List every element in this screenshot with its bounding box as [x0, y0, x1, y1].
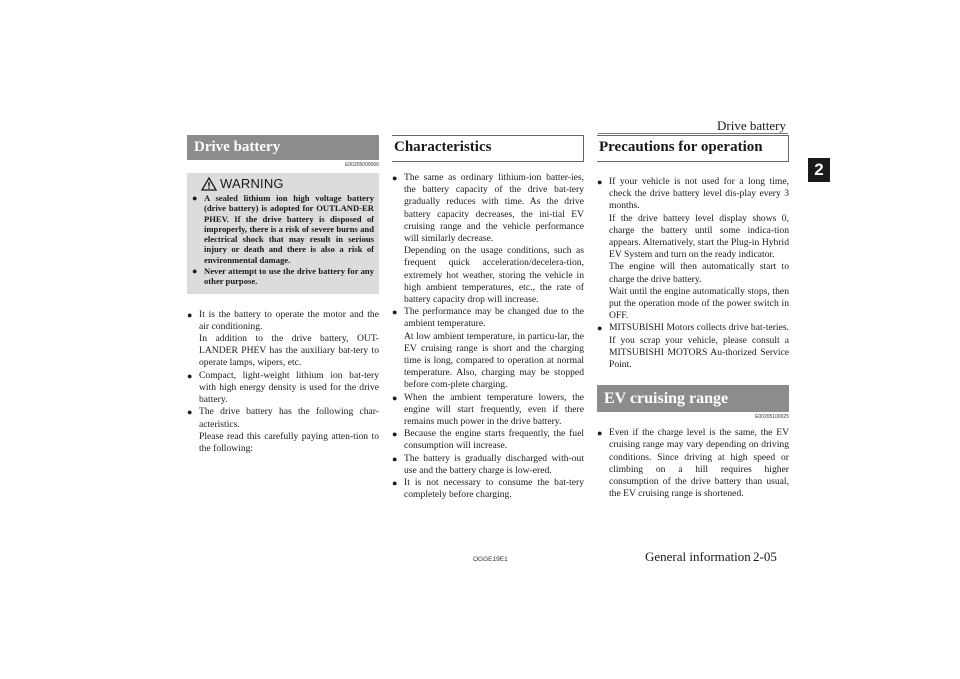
paragraph: Even if the charge level is the same, the EV cruising range may vary depending on driving conditions. Since driving at high speed or climbing on a hill requires higher consumption of the drive battery than usual, the EV cruising range is shortened.	[609, 427, 789, 500]
bullet-icon: ●	[597, 323, 603, 334]
paragraph: At low ambient temperature, in particu-lar, the EV cruising range is short and the charging time is long, compared to operation at normal temperature. Also, charging may be stopped before com-plete charging.	[404, 330, 584, 391]
warning-header	[192, 175, 374, 192]
paragraph: The engine will then automatically start to charge the drive battery.	[609, 261, 789, 285]
list-item	[187, 370, 379, 407]
bullet-icon: ●	[597, 428, 603, 439]
bullet-icon: ●	[392, 453, 398, 464]
column-drive-battery	[187, 135, 379, 455]
warning-item	[192, 266, 374, 287]
column-characteristics	[392, 135, 584, 501]
section-heading-precautions: Precautions for operation	[597, 135, 789, 162]
bullet-icon: ●	[187, 407, 193, 418]
list-item	[392, 453, 584, 477]
list-item	[392, 306, 584, 391]
page-number: 2-05	[753, 549, 777, 564]
warning-triangle-icon	[201, 177, 217, 191]
paragraph: The drive battery has the following char-acteristics.	[199, 406, 379, 430]
list-item	[392, 477, 584, 501]
bullet-list	[187, 309, 379, 455]
list-item	[597, 427, 789, 500]
list-item	[597, 322, 789, 371]
paragraph: If the drive battery level display shows 0, charge the battery until some indica-tion appears. Alternatively, start the Plug-in Hybrid EV System and turn on the ready indicator.	[609, 212, 789, 261]
paragraph: The same as ordinary lithium-ion batter-ies, the battery capacity of the drive bat-tery gradually reduces with time. As the drive battery capacity decreases, the ini-tial EV cruising range and the vehicle performance will similarly decrease.	[404, 172, 584, 245]
bullet-icon: ●	[597, 177, 603, 187]
paragraph: The performance may be changed due to the ambient temperature.	[404, 306, 584, 330]
paragraph: When the ambient temperature lowers, the engine will start frequently, even if there remains much power in the drive battery.	[404, 391, 584, 428]
bullet-list	[392, 172, 584, 501]
list-item	[597, 176, 789, 322]
bullet-icon: ●	[392, 392, 398, 403]
bullet-icon: ●	[187, 370, 193, 381]
column-precautions	[597, 135, 789, 500]
list-item	[187, 406, 379, 455]
paragraph: Depending on the usage conditions, such as frequent quick acceleration/decelera-tion, extremely hot weather, storing the vehicle in high ambient temperatures, etc., the rate of battery capacity drop will increase.	[404, 245, 584, 306]
paragraph: Because the engine starts frequently, the fuel consumption will increase.	[404, 428, 584, 452]
bullet-list	[597, 176, 789, 371]
bullet-icon: ●	[392, 478, 398, 489]
footer-doc-code: OGGE19E1	[473, 556, 508, 563]
warning-box	[187, 173, 379, 294]
bullet-icon: ●	[192, 266, 198, 277]
section-heading-drive-battery: Drive battery	[187, 135, 379, 160]
chapter-tab: 2	[808, 158, 830, 182]
bullet-icon: ●	[392, 429, 398, 440]
paragraph: It is not necessary to consume the bat-tery completely before charging.	[404, 477, 584, 501]
warning-item	[192, 193, 374, 265]
running-header-title: Drive battery	[717, 118, 786, 133]
section-code: E00205100025	[755, 414, 789, 421]
bullet-icon: ●	[187, 309, 193, 320]
footer-section-name: General information	[645, 549, 751, 564]
paragraph: MITSUBISHI Motors collects drive bat-teries. If you scrap your vehicle, please consult a MITSUBISHI MOTORS Au-thorized Service Point.	[609, 322, 789, 371]
list-item	[392, 428, 584, 452]
bullet-icon: ●	[392, 307, 398, 318]
warning-item-text: A sealed lithium ion high voltage battery (drive battery) is adopted for OUTLAND-ER PHEV. If the drive battery is disposed of improperly, there is a risk of severe burns and electrical shock that may result in serious injury or death and there is also a risk of environmental damage.	[204, 193, 374, 265]
paragraph: Wait until the engine automatically stops, then put the operation mode of the power switch in OFF.	[609, 285, 789, 322]
bullet-icon: ●	[392, 173, 398, 183]
paragraph: If your vehicle is not used for a long time, check the drive battery level dis-play every 3 months.	[609, 176, 789, 212]
list-item	[392, 392, 584, 429]
paragraph: The battery is gradually discharged with-out use and the battery charge is low-ered.	[404, 452, 584, 476]
paragraph: In addition to the drive battery, OUT-LANDER PHEV has the auxiliary bat-tery to operate lamps, wipers, etc.	[199, 333, 379, 369]
warning-item-text: Never attempt to use the drive battery for any other purpose.	[204, 266, 374, 287]
paragraph: It is the battery to operate the motor and the air conditioning.	[199, 308, 379, 332]
section-heading-ev-cruising-range: EV cruising range	[597, 385, 789, 412]
list-item	[392, 172, 584, 306]
bullet-icon: ●	[192, 193, 198, 203]
header-rule	[598, 133, 788, 134]
section-code: E00205000066	[345, 162, 379, 168]
list-item	[187, 309, 379, 370]
warning-label: WARNING	[220, 176, 284, 191]
section-heading-characteristics: Characteristics	[392, 135, 584, 162]
bullet-list	[597, 427, 789, 500]
paragraph: Compact, light-weight lithium ion bat-tery with high energy density is used for the drive battery.	[199, 369, 379, 406]
paragraph: Please read this carefully paying atten-tion to the following:	[199, 430, 379, 454]
